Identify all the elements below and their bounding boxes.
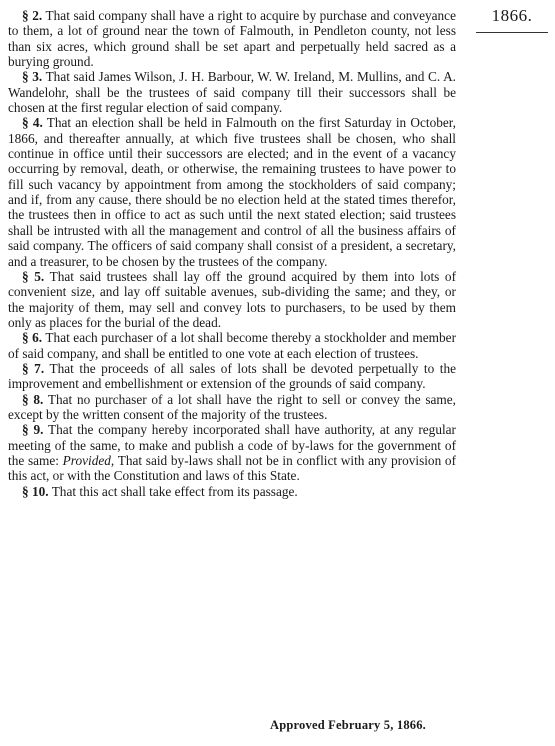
section-text: That said company shall have a right to acquire by purchase and conveyance to them, a lot of ground near the town of Falmouth, in Pendleton county, not less than six acres, which ground shall be set apart and perpetually held sacred as a burying ground.	[8, 8, 456, 70]
margin-year-rule	[476, 32, 548, 33]
section-8	[8, 392, 456, 423]
margin-year: 1866.	[491, 6, 533, 25]
section-text: That no purchaser of a lot shall have the right to sell or convey the same, except by the written consent of the majority of the trustees.	[8, 391, 456, 422]
section-text-continued: That said by-laws shall not be in conflict with any provision of this act, or with the Constitution and laws of this State.	[8, 452, 457, 484]
section-number: § 7.	[22, 360, 45, 376]
section-text: That the company hereby incorporated shall have authority, at any regular meeting of the same, to make and publish a code of by-laws for the government of the same:	[8, 422, 456, 468]
section-7	[8, 361, 456, 392]
approval-line: Approved February 5, 1866.	[270, 718, 427, 732]
section-text: That the proceeds of all sales of lots shall be devoted perpetually to the improvement and embellishment or extension of the grounds of said company.	[8, 360, 457, 392]
section-text: That said trustees shall lay off the ground acquired by them into lots of convenient size, and lay off suitable avenues, sub-dividing the same; and they, or the majority of them, may sell and convey lots to purchasers, to be used by them only as places for the burial of the dead.	[8, 268, 456, 330]
section-number: § 4.	[22, 115, 43, 131]
section-10	[8, 484, 456, 499]
margin-year-block	[476, 6, 548, 33]
section-text: That an election shall be held in Falmouth on the first Saturday in October, 1866, and thereafter annually, at which five trustees shall be chosen, who shall continue in office until their successors are elected; and in the event of a vacancy occurring by removal, death, or otherwise, the remaining trustees to have power to fill such vacancy by appointment from among the stockholders of said company; and if, from any cause, there should be no election held at the stated times therefor, the trustees then in office to act as such until the next stated election; said trustees shall be intrusted with all the management and control of all the business affairs of said company. The officers of said company shall consist of a president, a secretary, and a treasurer, to be chosen by the trustees of the company.	[8, 115, 456, 269]
section-number: § 10.	[22, 483, 49, 499]
section-9	[8, 422, 456, 483]
section-text: That this act shall take effect from its passage.	[51, 483, 298, 499]
section-4	[8, 115, 456, 268]
section-3	[8, 69, 456, 115]
section-number: § 6.	[22, 330, 43, 346]
section-text: That said James Wilson, J. H. Barbour, W. W. Ireland, M. Mullins, and C. A. Wandelohr, shall be the trustees of said company till their successors shall be chosen at the first regular election of said company.	[8, 69, 456, 116]
section-number: § 2.	[22, 8, 43, 23]
section-5	[8, 269, 456, 330]
section-text: That each purchaser of a lot shall become thereby a stockholder and member of said company, and shall be entitled to one vote at each election of trustees.	[8, 330, 456, 361]
section-2	[8, 8, 456, 69]
proviso-label: Provided,	[62, 452, 115, 468]
section-number: § 3.	[22, 69, 43, 85]
statute-text	[8, 8, 456, 499]
section-6	[8, 330, 456, 361]
section-number: § 5.	[22, 268, 45, 284]
section-number: § 8.	[22, 391, 44, 407]
section-number: § 9.	[22, 422, 44, 438]
